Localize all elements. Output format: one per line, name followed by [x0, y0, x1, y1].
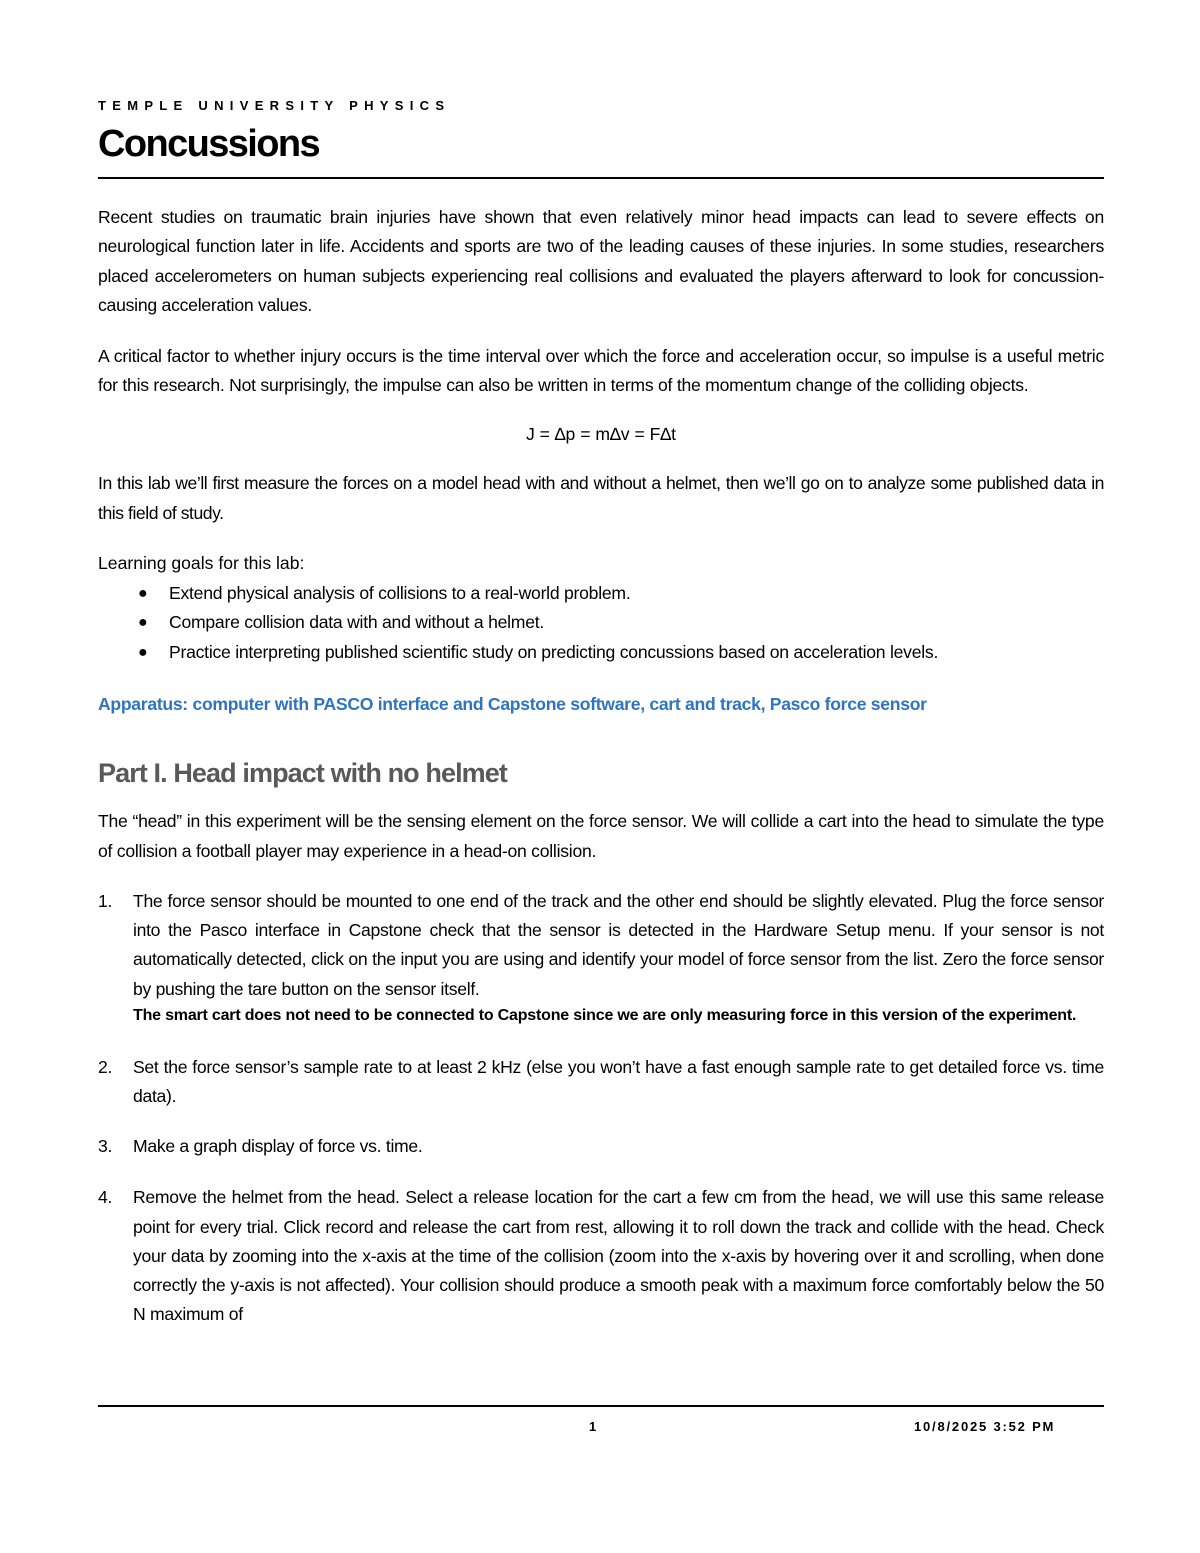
learning-goals-label: Learning goals for this lab:: [98, 553, 305, 574]
intro-paragraph-2: A critical factor to whether injury occurs is the time interval over which the force and acceleration occur, so impulse is a useful metric for this research. Not surprisingly, the impulse can also be written in terms of the momentum change of the colliding objects.: [98, 345, 1104, 396]
footer-datetime: 10/8/2025 3:52 PM: [914, 1419, 1056, 1434]
part-1-heading: Part I. Head impact with no helmet: [98, 758, 507, 789]
bullet-icon: ●: [138, 584, 148, 602]
procedure-step-4: [98, 1183, 1104, 1329]
step-note: The smart cart does not need to be connected to Capstone since we are only measuring force in this version of the experiment.: [133, 1006, 1077, 1024]
procedure-step-2: [98, 1053, 1104, 1111]
title-divider: [98, 177, 1104, 179]
step-number: 1.: [98, 890, 113, 911]
part-1-intro: The “head” in this experiment will be the sensing element on the force sensor. We will collide a cart into the head to simulate the type of collision a football player may experience in a head-on collision.: [98, 811, 1104, 861]
procedure-step-3: [98, 1132, 1104, 1161]
impulse-equation: J = ∆p = m∆v = F∆t: [525, 424, 677, 445]
step-text: Set the force sensor’s sample rate to at least 2 kHz (else you won’t have a fast enough sample rate to get detailed force vs. time data).: [133, 1056, 1104, 1106]
apparatus-line: Apparatus: computer with PASCO interface and Capstone software, cart and track, Pasco force sensor: [98, 694, 927, 715]
learning-goals-list: [98, 579, 1104, 668]
bullet-icon: ●: [138, 643, 148, 661]
step-number: 3.: [98, 1136, 113, 1157]
intro-paragraph-1: Recent studies on traumatic brain injuries have shown that even relatively minor head impacts can lead to severe effects on neurological function later in life. Accidents and sports are two of the leading causes of these injuries. In some studies, researchers placed accelerometers on human subjects experiencing real collisions and evaluated the players afterward to look for concussion-causing acceleration values.: [98, 207, 1104, 316]
step-text: Make a graph display of force vs. time.: [133, 1136, 423, 1157]
procedure-steps: [98, 887, 1104, 1329]
list-item: ● Compare collision data with and without a helmet.: [98, 608, 1104, 638]
document-page: [98, 90, 1104, 1329]
bullet-icon: ●: [138, 614, 148, 632]
list-item: ● Practice interpreting published scientific study on predicting concussions based on acceleration levels.: [98, 638, 1104, 668]
step-text: Remove the helmet from the head. Select a release location for the cart a few cm from the head, we will use this same release point for every trial. Click record and release the cart from rest, allowing it to roll down the track and collide with the head. Check your data by zooming into the x-axis at the time of the collision (zoom into the x-axis by hovering over it and scrolling, when done correctly the y-axis is not affected). Your collision should produce a smooth peak with a maximum force comfortably below the 50 N maximum of: [133, 1187, 1104, 1325]
step-text: The force sensor should be mounted to one end of the track and the other end should be slightly elevated. Plug the force sensor into the Pasco interface in Capstone check that the sensor is detected in the Hardware Setup menu. If your sensor is not automatically detected, click on the input you are using and identify your model of force sensor from the list. Zero the force sensor by pushing the tare button on the sensor itself.: [133, 890, 1104, 999]
step-number: 2.: [98, 1056, 113, 1077]
intro-paragraph-3: In this lab we’ll first measure the forces on a model head with and without a helmet, then we’ll go on to analyze some published data in this field of study.: [98, 473, 1104, 523]
page-title: Concussions: [98, 123, 319, 165]
list-item: ● Extend physical analysis of collisions to a real-world problem.: [98, 579, 1104, 609]
procedure-step-1: [98, 887, 1104, 1028]
university-header: TEMPLE UNIVERSITY PHYSICS: [98, 98, 451, 113]
page-number: 1: [589, 1419, 597, 1434]
footer-divider: [98, 1405, 1104, 1407]
step-number: 4.: [98, 1187, 113, 1208]
